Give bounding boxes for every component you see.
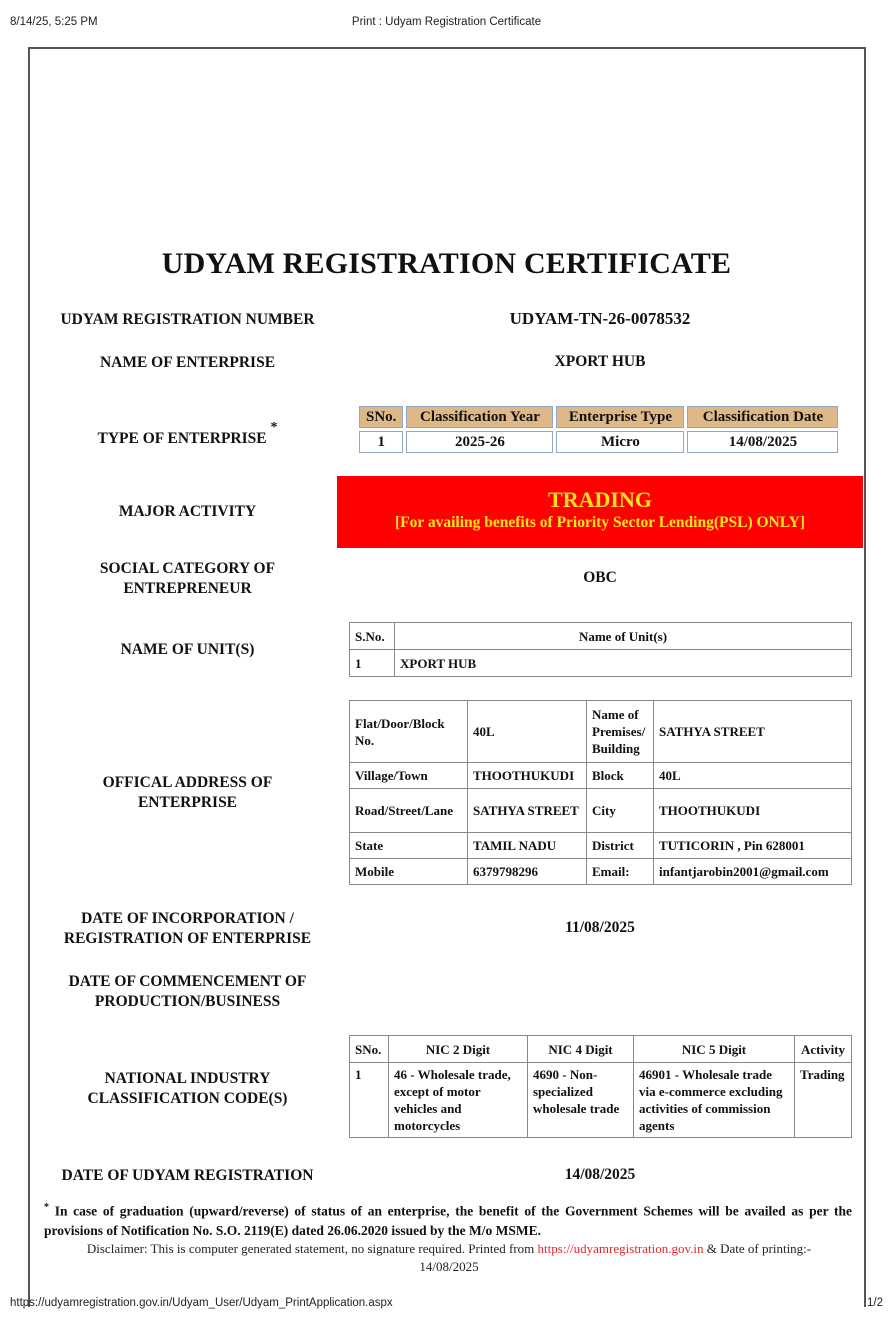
header-enterprise-type: Enterprise Type <box>556 406 684 428</box>
nic-label <box>40 1069 335 1109</box>
enterprise-name-value: XPORT HUB <box>554 353 646 370</box>
enterprise-type-label-text: TYPE OF ENTERPRISE <box>97 430 267 448</box>
cell-nic-4-digit: 4690 - Non-specialized wholesale trade <box>528 1063 634 1138</box>
header-nic-2-digit: NIC 2 Digit <box>389 1036 528 1063</box>
social-category-label-line1: SOCIAL CATEGORY OF <box>99 560 276 577</box>
addr-field-label: District <box>587 833 654 859</box>
table-row <box>350 859 852 885</box>
table-row <box>350 701 852 763</box>
nic-table <box>349 1035 852 1138</box>
header-classification-year: Classification Year <box>406 406 553 428</box>
address-table <box>349 700 852 885</box>
commencement-date-label-line1: DATE OF COMMENCEMENT OF <box>68 973 307 990</box>
nic-header-row <box>350 1036 852 1063</box>
nic-label-line1: NATIONAL INDUSTRY <box>104 1070 271 1087</box>
address-label-line1: OFFICAL ADDRESS OF <box>102 774 273 791</box>
cell-enterprise-type: Micro <box>556 431 684 453</box>
print-page-number: 1/2 <box>867 1297 883 1309</box>
addr-field-label: Flat/Door/Block No. <box>350 701 468 763</box>
enterprise-type-label <box>40 420 335 449</box>
registration-number-label: UDYAM REGISTRATION NUMBER <box>60 311 315 328</box>
udyam-registration-date-label: DATE OF UDYAM REGISTRATION <box>61 1167 314 1184</box>
nic-label-line2: CLASSIFICATION CODE(S) <box>87 1090 288 1107</box>
commencement-date-label <box>40 972 335 1012</box>
incorporation-date-label-line1: DATE OF INCORPORATION / <box>81 910 294 927</box>
enterprise-name-label: NAME OF ENTERPRISE <box>99 354 276 371</box>
incorporation-date-label <box>40 909 335 949</box>
incorporation-date-label-line2: REGISTRATION OF ENTERPRISE <box>63 930 312 947</box>
graduation-footnote <box>44 1198 852 1240</box>
table-row <box>350 789 852 833</box>
addr-field-value: SATHYA STREET <box>468 789 587 833</box>
social-category-label <box>40 559 335 599</box>
header-activity: Activity <box>795 1036 852 1063</box>
addr-field-value: TUTICORIN , Pin 628001 <box>654 833 852 859</box>
classification-header-row <box>359 406 838 428</box>
social-category-value: OBC <box>583 569 617 586</box>
addr-field-label: Name of Premises/ Building <box>587 701 654 763</box>
cell-sno: 1 <box>359 431 403 453</box>
cell-nic-5-digit: 46901 - Wholesale trade via e-commerce excluding activities of commission agents <box>634 1063 795 1138</box>
footnote-text: In case of graduation (upward/reverse) of status of an enterprise, the benefit of the Government Schemes will be availed as per the provisions of Notification No. S.O. 2119(E) dated 26.06.2020 issued by the M/o MSME. <box>44 1203 853 1238</box>
cell-sno: 1 <box>350 1063 389 1138</box>
header-nic-5-digit: NIC 5 Digit <box>634 1036 795 1063</box>
addr-field-label: City <box>587 789 654 833</box>
address-label-line2: ENTERPRISE <box>137 794 238 811</box>
certificate-title: UDYAM REGISTRATION CERTIFICATE <box>161 247 732 280</box>
header-sno: SNo. <box>350 1036 389 1063</box>
cell-unit-name: XPORT HUB <box>395 650 852 677</box>
address-label <box>40 773 335 813</box>
major-activity-note: [For availing benefits of Priority Sector Lending(PSL) ONLY] <box>394 514 806 531</box>
udyam-portal-link[interactable]: https://udyamregistration.gov.in <box>537 1241 704 1256</box>
header-unit-name: Name of Unit(s) <box>395 623 852 650</box>
addr-field-value: 40L <box>654 763 852 789</box>
header-sno: S.No. <box>350 623 395 650</box>
table-row <box>350 763 852 789</box>
cell-classification-date: 14/08/2025 <box>687 431 838 453</box>
addr-field-label: Village/Town <box>350 763 468 789</box>
disclaimer <box>44 1240 854 1276</box>
units-label: NAME OF UNIT(S) <box>120 641 255 658</box>
addr-field-value: THOOTHUKUDI <box>468 763 587 789</box>
header-classification-date: Classification Date <box>687 406 838 428</box>
header-nic-4-digit: NIC 4 Digit <box>528 1036 634 1063</box>
major-activity-banner <box>337 476 863 548</box>
addr-field-label: Mobile <box>350 859 468 885</box>
addr-field-value: 40L <box>468 701 587 763</box>
disclaimer-suffix: & Date of printing:- <box>703 1241 812 1256</box>
print-date: 14/08/2025 <box>419 1259 479 1274</box>
registration-number-value: UDYAM-TN-26-0078532 <box>509 309 691 328</box>
asterisk-marker: * <box>270 420 278 435</box>
addr-field-value: TAMIL NADU <box>468 833 587 859</box>
addr-field-label: Email: <box>587 859 654 885</box>
print-page-title: Print : Udyam Registration Certificate <box>351 16 542 28</box>
header-sno: SNo. <box>359 406 403 428</box>
table-row <box>350 1063 852 1138</box>
cell-sno: 1 <box>350 650 395 677</box>
addr-field-label: Block <box>587 763 654 789</box>
print-footer-url: https://udyamregistration.gov.in/Udyam_User/Udyam_PrintApplication.aspx <box>10 1297 393 1309</box>
cell-nic-2-digit: 46 - Wholesale trade, except of motor vehicles and motorcycles <box>389 1063 528 1138</box>
addr-field-value: SATHYA STREET <box>654 701 852 763</box>
major-activity-value: TRADING <box>548 487 652 512</box>
table-row <box>359 431 838 453</box>
print-datetime: 8/14/25, 5:25 PM <box>10 16 98 28</box>
major-activity-label: MAJOR ACTIVITY <box>118 503 257 520</box>
cell-activity: Trading <box>795 1063 852 1138</box>
classification-table <box>356 403 841 456</box>
commencement-date-label-line2: PRODUCTION/BUSINESS <box>94 993 281 1010</box>
footnote-asterisk: * <box>44 1202 49 1213</box>
addr-email-value: infantjarobin2001@gmail.com <box>654 859 852 885</box>
addr-field-label: Road/Street/Lane <box>350 789 468 833</box>
cell-classification-year: 2025-26 <box>406 431 553 453</box>
table-row <box>350 833 852 859</box>
addr-field-value: THOOTHUKUDI <box>654 789 852 833</box>
incorporation-date-value: 11/08/2025 <box>565 919 635 936</box>
addr-field-label: State <box>350 833 468 859</box>
social-category-label-line2: ENTREPRENEUR <box>123 580 252 597</box>
units-table <box>349 622 852 677</box>
addr-field-value: 6379798296 <box>468 859 587 885</box>
disclaimer-prefix: Disclaimer: This is computer generated statement, no signature required. Printed from <box>86 1241 538 1256</box>
units-header-row <box>350 623 852 650</box>
udyam-registration-date-value: 14/08/2025 <box>564 1166 636 1183</box>
table-row <box>350 650 852 677</box>
